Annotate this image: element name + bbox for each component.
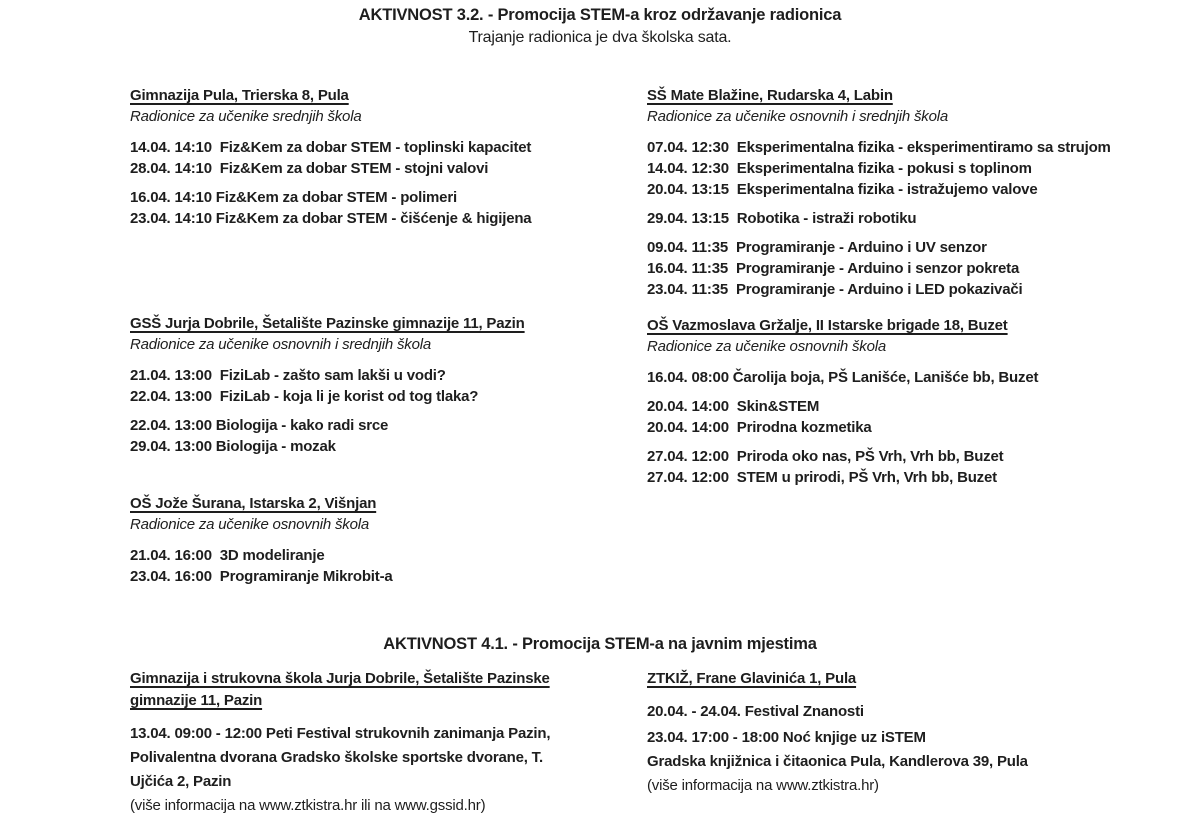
schedule-row: 22.04. 13:00 FiziLab - koja li je korist od tog tlaka? [130,388,479,405]
school-block [130,493,605,587]
schedule-row: 20.04. - 24.04. Festival Znanosti [647,703,864,720]
schedule-row: 14.04. 14:10 Fiz&Kem za dobar STEM - toplinski kapacitet [130,139,532,156]
audience-description: Radionice za učenike osnovnih i srednjih škola [130,336,431,353]
schedule-row: 16.04. 08:00 Čarolija boja, PŠ Lanišće, Lanišće bb, Buzet [647,369,1039,386]
audience-description: Radionice za učenike osnovnih škola [647,338,886,355]
schedule-row: 16.04. 11:35 Programiranje - Arduino i senzor pokreta [647,260,1020,277]
schedule-group [130,187,605,229]
schedule-row: 20.04. 14:00 Skin&STEM [647,398,820,415]
school-heading: ZTKIŽ, Frane Glavinića 1, Pula [647,670,857,687]
schedule-row: 07.04. 12:30 Eksperimentalna fizika - eksperimentiramo sa strujom [647,139,1111,156]
school-block [130,313,605,457]
school-heading: SŠ Mate Blažine, Rudarska 4, Labin [647,87,893,104]
school-heading: OŠ Jože Šurana, Istarska 2, Višnjan [130,495,377,512]
schedule-row: 23.04. 17:00 - 18:00 Noć knjige uz iSTEM [647,729,926,746]
section-1-left-column [130,85,605,587]
schedule-row: 09.04. 11:35 Programiranje - Arduino i UV senzor [647,239,987,256]
schedule-group [647,208,1172,229]
schedule-group [130,722,588,794]
schedule-row: 20.04. 13:15 Eksperimentalna fizika - istražujemo valove [647,181,1038,198]
audience-description: Radionice za učenike srednjih škola [130,108,362,125]
schedule-group [647,237,1172,300]
schedule-row: 23.04. 14:10 Fiz&Kem za dobar STEM - čišćenje & higijena [130,210,532,227]
info-note: (više informacija na www.ztkistra.hr) [647,777,879,794]
schedule-row: 14.04. 12:30 Eksperimentalna fizika - pokusi s toplinom [647,160,1032,177]
schedule-row: 29.04. 13:00 Biologija - mozak [130,438,336,455]
school-block [130,85,605,229]
section-1-right-column [647,85,1172,488]
section-2-left-column [130,668,588,818]
section-2-right-column [647,668,1172,798]
section-2-title: AKTIVNOST 4.1. - Promocija STEM-a na javnim mjestima [383,635,817,653]
schedule-row: 28.04. 14:10 Fiz&Kem za dobar STEM - stojni valovi [130,160,489,177]
schedule-row: 27.04. 12:00 STEM u prirodi, PŠ Vrh, Vrh bb, Buzet [647,469,997,486]
schedule-row: 21.04. 16:00 3D modeliranje [130,547,325,564]
audience-description: Radionice za učenike osnovnih škola [130,516,369,533]
schedule-row: 23.04. 11:35 Programiranje - Arduino i LED pokazivači [647,281,1023,298]
schedule-row: 23.04. 16:00 Programiranje Mikrobit-a [130,568,393,585]
schedule-row: 20.04. 14:00 Prirodna kozmetika [647,419,872,436]
school-block [647,668,1172,798]
schedule-group [647,396,1172,438]
schedule-row: 29.04. 13:15 Robotika - istraži robotiku [647,210,917,227]
schedule-group [647,367,1172,388]
schedule-row: 21.04. 13:00 FiziLab - zašto sam lakši u vodi? [130,367,446,384]
school-block [647,85,1172,300]
schedule-group [130,545,605,587]
school-block [130,668,588,818]
schedule-row: 13.04. 09:00 - 12:00 Peti Festival strukovnih zanimanja Pazin, Polivalentna dvorana Gradsko školske sportske dvorane, T. Ujčića 2, Pazin [130,725,555,790]
schedule-row: 27.04. 12:00 Priroda oko nas, PŠ Vrh, Vrh bb, Buzet [647,448,1004,465]
schedule-group [647,726,1172,774]
schedule-group [130,365,605,407]
school-heading: GSŠ Jurja Dobrile, Šetalište Pazinske gimnazije 11, Pazin [130,315,525,332]
info-note: (više informacija na www.ztkistra.hr ili na www.gssid.hr) [130,797,486,814]
schedule-group [647,137,1172,200]
schedule-group [130,415,605,457]
section-1-subtitle: Trajanje radionica je dva školska sata. [468,29,732,46]
school-heading: Gimnazija i strukovna škola Jurja Dobrile, Šetalište Pazinske gimnazije 11, Pazin [130,670,550,709]
schedule-row: 22.04. 13:00 Biologija - kako radi srce [130,417,389,434]
schedule-row: Gradska knjižnica i čitaonica Pula, Kandlerova 39, Pula [647,753,1028,770]
section-1-title: AKTIVNOST 3.2. - Promocija STEM-a kroz održavanje radionica [358,6,842,24]
schedule-group [130,137,605,179]
schedule-group [647,446,1172,488]
audience-description: Radionice za učenike osnovnih i srednjih škola [647,108,948,125]
school-heading: OŠ Vazmoslava Gržalje, II Istarske brigade 18, Buzet [647,317,1008,334]
schedule-group [647,700,1172,724]
school-heading: Gimnazija Pula, Trierska 8, Pula [130,87,349,104]
school-block [647,315,1172,488]
schedule-row: 16.04. 14:10 Fiz&Kem za dobar STEM - polimeri [130,189,457,206]
